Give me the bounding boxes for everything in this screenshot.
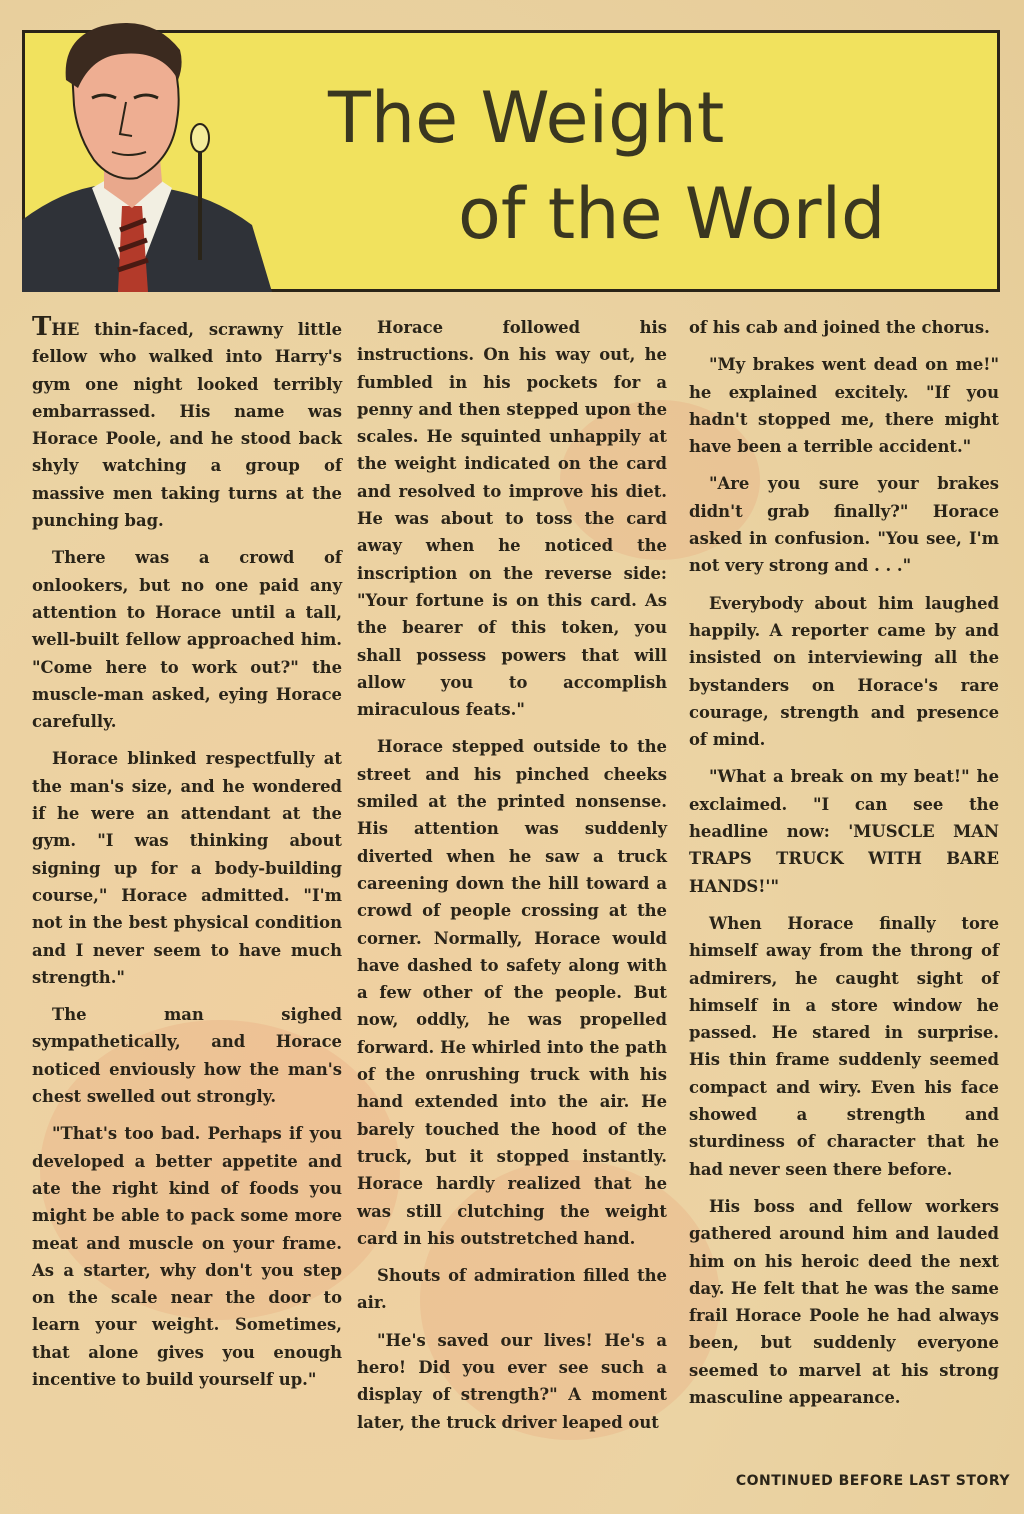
title-line-1: The Weight — [328, 77, 725, 159]
man-portrait-illustration — [22, 10, 272, 292]
paragraph: Shouts of admiration filled the air. — [357, 1266, 667, 1313]
text-column-3 — [689, 314, 999, 1421]
paragraph: When Horace finally tore himself away from the throng of admirers, he caught sight of himself in a store window he passed. He stared in surprise. His thin frame suddenly seemed compact and wiry. Even his face showed a strength and sturdiness of character that he had never seen there before. — [689, 913, 999, 1179]
paragraph: "My brakes went dead on me!" he explained excitely. "If you hadn't stopped me, there might have been a terrible accident." — [689, 355, 999, 457]
paragraph: of his cab and joined the chorus. — [689, 318, 990, 337]
paragraph: "He's saved our lives! He's a hero! Did you ever see such a display of strength?" A moment later, the truck driver leaped out — [357, 1330, 667, 1432]
story-title — [300, 70, 980, 270]
paragraph: His boss and fellow workers gathered around him and lauded him on his heroic deed the next day. He felt that he was the same frail Horace Poole he had always been, but suddenly everyone seemed to marvel at his strong masculine appearance. — [689, 1196, 999, 1407]
paragraph: "What a break on my beat!" he exclaimed. "I can see the headline now: 'MUSCLE MAN TRAPS TRUCK WITH BARE HANDS!'" — [689, 767, 999, 896]
paragraph: The man sighed sympathetically, and Horace noticed enviously how the man's chest swelled out strongly. — [32, 1005, 342, 1107]
paragraph: "Are you sure your brakes didn't grab finally?" Horace asked in confusion. "You see, I'm not very strong and . . ." — [689, 474, 999, 576]
text-column-2 — [357, 314, 667, 1446]
paragraph: Horace stepped outside to the street and his pinched cheeks smiled at the printed nonsense. His attention was suddenly diverted when he saw a truck careening down the hill toward a crowd of people crossing at the corner. Normally, Horace would have dashed to safety along with a few other of the people. But now, oddly, he was propelled forward. He whirled into the path of the onrushing truck with his hand extended into the air. He barely touched the hood of the truck, but it stopped instantly. Horace hardly realized that he was still clutching the weight card in his outstretched hand. — [357, 737, 667, 1248]
paragraph: There was a crowd of onlookers, but no one paid any attention to Horace until a tall, well-built fellow approached him. "Come here to work out?" the muscle-man asked, eying Horace carefully. — [32, 548, 342, 732]
paragraph: Horace blinked respectfully at the man's size, and he wondered if he were an attendant at the gym. "I was thinking about signing up for a body-building course," Horace admitted. "I'm not in the best physical condition and I never seem to have much strength." — [32, 749, 342, 987]
paragraph: THE thin-faced, scrawny little fellow who walked into Harry's gym one night looked terribly embarrassed. His name was Horace Poole, and he stood back shyly watching a group of massive men taking turns at the punching bag. — [32, 312, 342, 531]
drop-cap: T — [32, 312, 52, 342]
paragraph: Everybody about him laughed happily. A reporter came by and insisted on interviewing all the bystanders on Horace's rare courage, strength and presence of mind. — [689, 593, 999, 750]
title-line-2: of the World — [458, 173, 886, 255]
continued-note: CONTINUED BEFORE LAST STORY — [735, 1473, 1010, 1489]
paragraph: Horace followed his instructions. On his way out, he fumbled in his pockets for a penny and then stepped upon the scales. He squinted unhappily at the weight indicated on the card and resolved to improve his diet. He was about to toss the card away when he noticed the inscription on the reverse side: "Your fortune is on this card. As the bearer of this token, you shall possess powers that will allow you to accomplish miraculous feats." — [357, 318, 667, 720]
text-column-1 — [32, 314, 342, 1403]
paragraph: "That's too bad. Perhaps if you developed a better appetite and ate the right kind of foods you might be able to pack some more meat and muscle on your frame. As a starter, why don't you step on the scale near the door to learn your weight. Sometimes, that alone gives you enough incentive to build yourself up." — [32, 1124, 342, 1389]
